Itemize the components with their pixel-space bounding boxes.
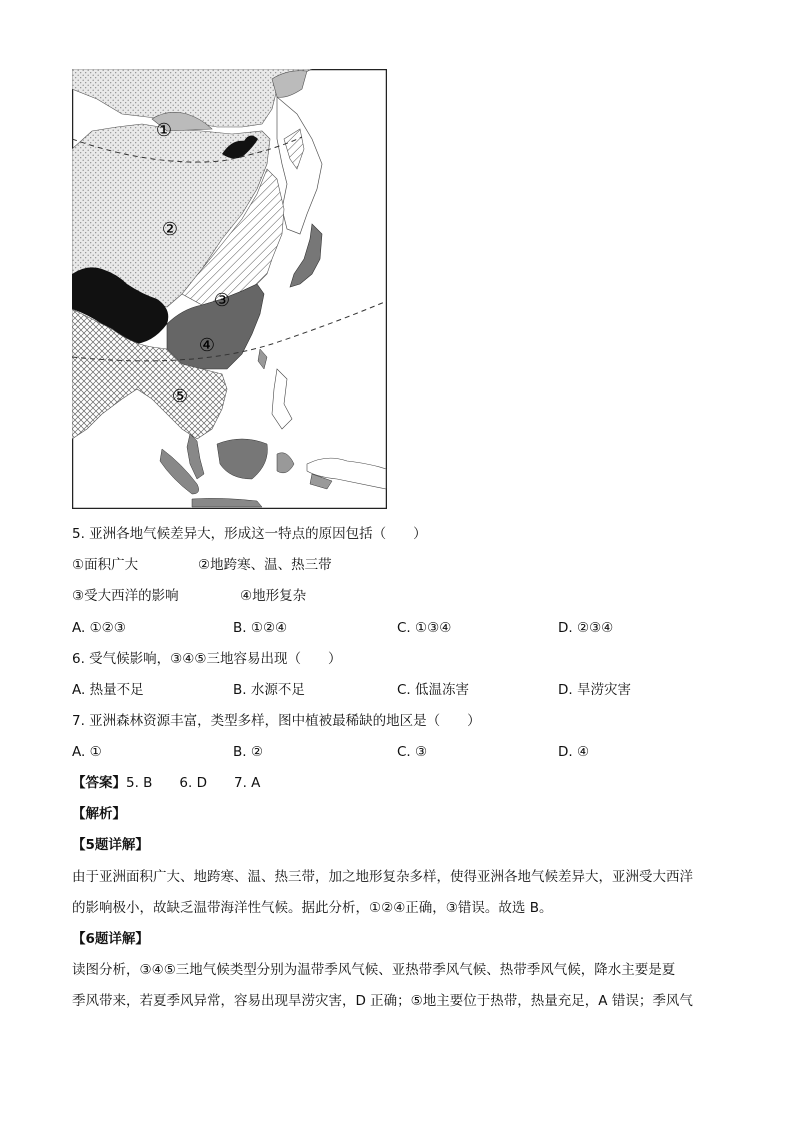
map-label-2: ② [161,219,179,240]
q7-option-a: A. ① [72,744,102,760]
q6-detail-label: 【6题详解】 [72,931,149,947]
q5-option-a: A. ①②③ [72,620,126,636]
map-label-1: ① [155,120,173,141]
map-label-5: ⑤ [171,386,189,407]
q5-option-d: D. ②③④ [558,620,614,636]
map-label-4: ④ [198,335,216,356]
q6-option-a: A. 热量不足 [72,682,144,698]
q5-option-c: C. ①③④ [397,620,452,636]
q6-detail-line-1: 读图分析，③④⑤三地气候类型分别为温带季风气候、亚热带季风气候、热带季风气候，降水主要是夏 [72,962,676,978]
answer-line [72,774,260,792]
answer-text: 5. B 6. D 7. A [126,775,261,791]
q6-option-c: C. 低温冻害 [397,682,470,698]
q5-detail-line-1: 由于亚洲面积广大、地跨寒、温、热三带，加之地形复杂多样，使得亚洲各地气候差异大，亚洲受大西洋 [72,869,693,885]
answer-label: 【答案】 [72,775,126,791]
q5-option-b: B. ①②④ [233,620,288,636]
q7-option-b: B. ② [233,744,263,760]
q7-stem: 7. 亚洲森林资源丰富，类型多样，图中植被最稀缺的地区是（ ） [72,713,481,729]
q5-item-1: ①面积广大 [72,557,139,573]
q6-detail-line-2: 季风带来，若夏季风异常，容易出现旱涝灾害，D 正确；⑤地主要位于热带，热量充足，A 错误；季风气 [72,993,693,1009]
q5-stem: 5. 亚洲各地气候差异大，形成这一特点的原因包括（ ） [72,526,427,542]
q5-item-4: ④地形复杂 [240,588,307,604]
q6-option-b: B. 水源不足 [233,682,305,698]
q5-item-3: ③受大西洋的影响 [72,588,179,604]
q6-option-d: D. 旱涝灾害 [558,682,631,698]
q5-item-2: ②地跨寒、温、热三带 [198,557,332,573]
q7-option-d: D. ④ [558,744,590,760]
map-label-3: ③ [213,290,231,311]
q5-detail-label: 【5题详解】 [72,837,149,853]
asia-climate-map [72,69,387,509]
q5-detail-line-2: 的影响极小，故缺乏温带海洋性气候。据此分析，①②④正确，③错误。故选 B。 [72,900,553,916]
q6-stem: 6. 受气候影响，③④⑤三地容易出现（ ） [72,651,342,667]
q7-option-c: C. ③ [397,744,428,760]
analysis-label: 【解析】 [72,806,126,822]
